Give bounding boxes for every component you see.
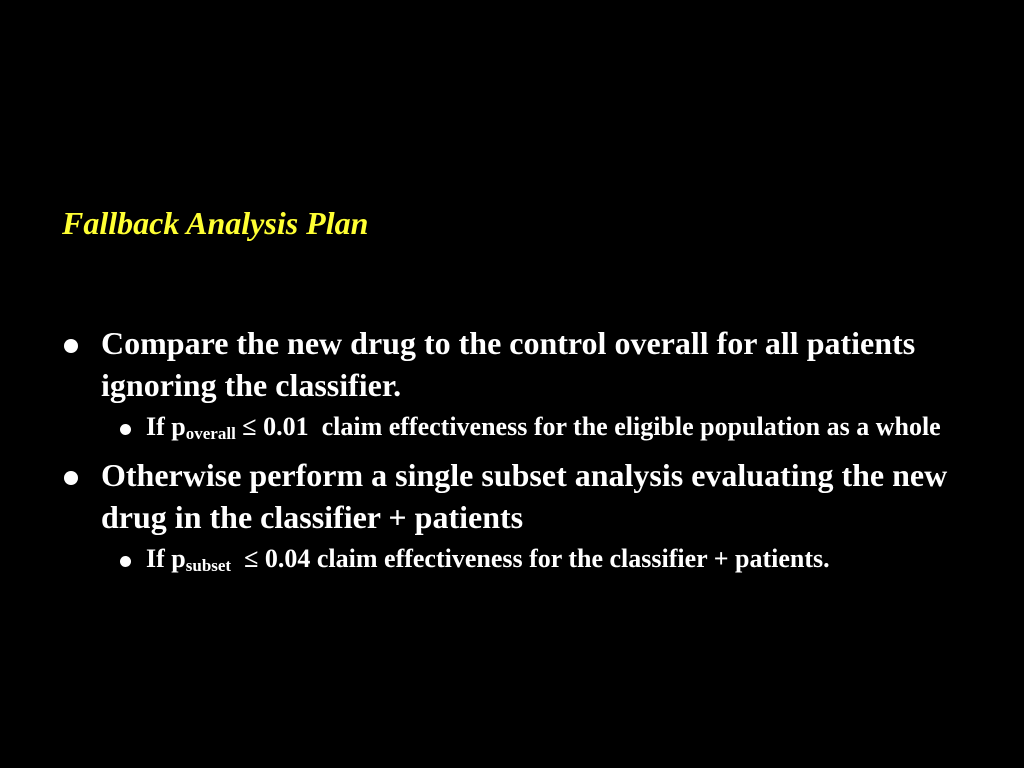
sub-bullet-text: claim effectiveness for the eligible population as a whole [321, 412, 941, 441]
bullet-list [62, 322, 982, 586]
threshold-relation: ≤ 0.04 [244, 544, 311, 573]
sub-bullet-item [101, 542, 982, 576]
bullet-text: Otherwise perform a single subset analysis evaluating the new drug in the classifier + patients [101, 457, 948, 535]
sub-bullet-prefix: If p [146, 412, 186, 441]
sub-bullet-text: claim effectiveness for the classifier + patients. [316, 544, 830, 573]
bullet-item [62, 322, 982, 444]
slide-title: Fallback Analysis Plan [62, 205, 369, 241]
sub-bullet-item [101, 410, 982, 444]
p-value-subscript: overall [185, 424, 236, 443]
sub-bullet-list [101, 542, 982, 576]
bullet-dot-icon [64, 471, 78, 485]
bullet-text: Compare the new drug to the control overall for all patients ignoring the classifier. [101, 325, 916, 403]
threshold-relation: ≤ 0.01 [242, 412, 309, 441]
sub-bullet-prefix: If p [146, 544, 186, 573]
bullet-dot-icon [64, 339, 78, 353]
sub-bullet-list [101, 410, 982, 444]
bullet-item [62, 454, 982, 576]
p-value-subscript: subset [185, 556, 232, 575]
sub-bullet-dot-icon [120, 424, 131, 435]
sub-bullet-dot-icon [120, 556, 131, 567]
